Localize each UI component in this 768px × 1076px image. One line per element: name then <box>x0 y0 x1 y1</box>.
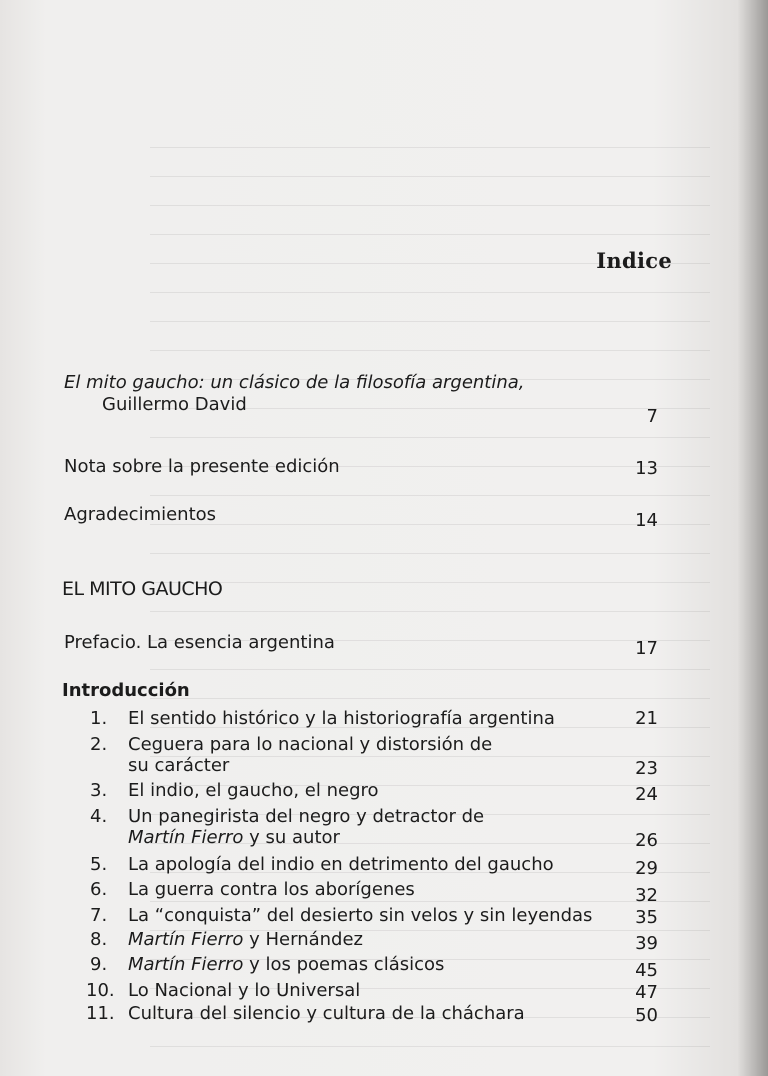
list-item <box>90 780 658 805</box>
toc-page-number: 24 <box>635 784 658 805</box>
toc-entry-nota <box>64 456 658 478</box>
item-number: 10. <box>86 980 115 1001</box>
list-item <box>90 954 658 981</box>
toc-page-number: 32 <box>635 885 658 906</box>
toc-page-number: 47 <box>635 982 658 1003</box>
toc-entry-essay <box>64 372 658 427</box>
item-title-cont: su carácter <box>128 755 230 776</box>
item-number: 7. <box>90 905 108 926</box>
item-title: y los poemas clásicos <box>243 954 445 975</box>
toc-page-number: 13 <box>635 458 658 479</box>
toc-page-number: 50 <box>635 1005 658 1026</box>
item-number: 1. <box>90 708 108 729</box>
toc-page-number: 29 <box>635 858 658 879</box>
item-title: Ceguera para lo nacional y distorsión de <box>128 734 493 755</box>
section-title: EL MITO GAUCHO <box>62 578 223 600</box>
index-heading: Indice <box>596 248 672 273</box>
intro-label: Introducción <box>62 680 190 701</box>
toc-page-number: 14 <box>635 510 658 531</box>
list-item <box>90 905 658 926</box>
toc-page-number: 23 <box>635 758 658 779</box>
item-number: 3. <box>90 780 108 801</box>
item-title: Cultura del silencio y cultura de la cháchara <box>128 1003 525 1024</box>
list-item <box>90 734 658 779</box>
toc-entry-title: Nota sobre la presente edición <box>64 456 340 477</box>
list-item <box>86 980 658 1003</box>
toc-page-number: 35 <box>635 907 658 928</box>
item-title-italic: Martín Fierro <box>128 954 244 975</box>
item-title-italic: Martín Fierro <box>128 929 244 950</box>
toc-page-number: 45 <box>635 960 658 981</box>
toc-page-number: 39 <box>635 933 658 954</box>
item-number: 5. <box>90 854 108 875</box>
item-number: 11. <box>86 1003 115 1024</box>
item-title: La apología del indio en detrimento del gaucho <box>128 854 554 875</box>
item-number: 4. <box>90 806 108 827</box>
chapter-list <box>86 708 658 1026</box>
item-number: 2. <box>90 734 108 755</box>
toc-entry-author: Guillermo David <box>102 394 247 415</box>
list-item <box>90 929 658 954</box>
toc-entry-title: El mito gaucho: un clásico de la filosofía argentina, <box>64 372 525 393</box>
toc-entry-title: Prefacio. La esencia argentina <box>64 632 335 653</box>
list-item <box>90 879 658 906</box>
item-number: 8. <box>90 929 108 950</box>
list-item <box>86 1003 658 1026</box>
item-title: Un panegirista del negro y detractor de <box>128 806 485 827</box>
item-title: Lo Nacional y lo Universal <box>128 980 361 1001</box>
item-title: y Hernández <box>243 929 363 950</box>
list-item <box>90 708 658 729</box>
toc-page-number: 26 <box>635 830 658 851</box>
item-title: La guerra contra los aborígenes <box>128 879 415 900</box>
item-title: El indio, el gaucho, el negro <box>128 780 379 801</box>
toc-entry-prefacio <box>64 632 658 659</box>
item-title: El sentido histórico y la historiografía argentina <box>128 708 555 729</box>
item-number: 9. <box>90 954 108 975</box>
toc-page-number: 21 <box>635 708 658 729</box>
item-title: La “conquista” del desierto sin velos y sin leyendas <box>128 905 593 926</box>
toc-page-number: 7 <box>646 406 658 427</box>
item-title-cont: y su autor <box>243 827 340 848</box>
toc-page-number: 17 <box>635 638 658 659</box>
item-number: 6. <box>90 879 108 900</box>
list-item <box>90 806 658 851</box>
list-item <box>90 854 658 879</box>
item-title-italic: Martín Fierro <box>128 827 244 848</box>
toc-entry-title: Agradecimientos <box>64 504 217 525</box>
toc-entry-agradecimientos <box>64 504 658 531</box>
